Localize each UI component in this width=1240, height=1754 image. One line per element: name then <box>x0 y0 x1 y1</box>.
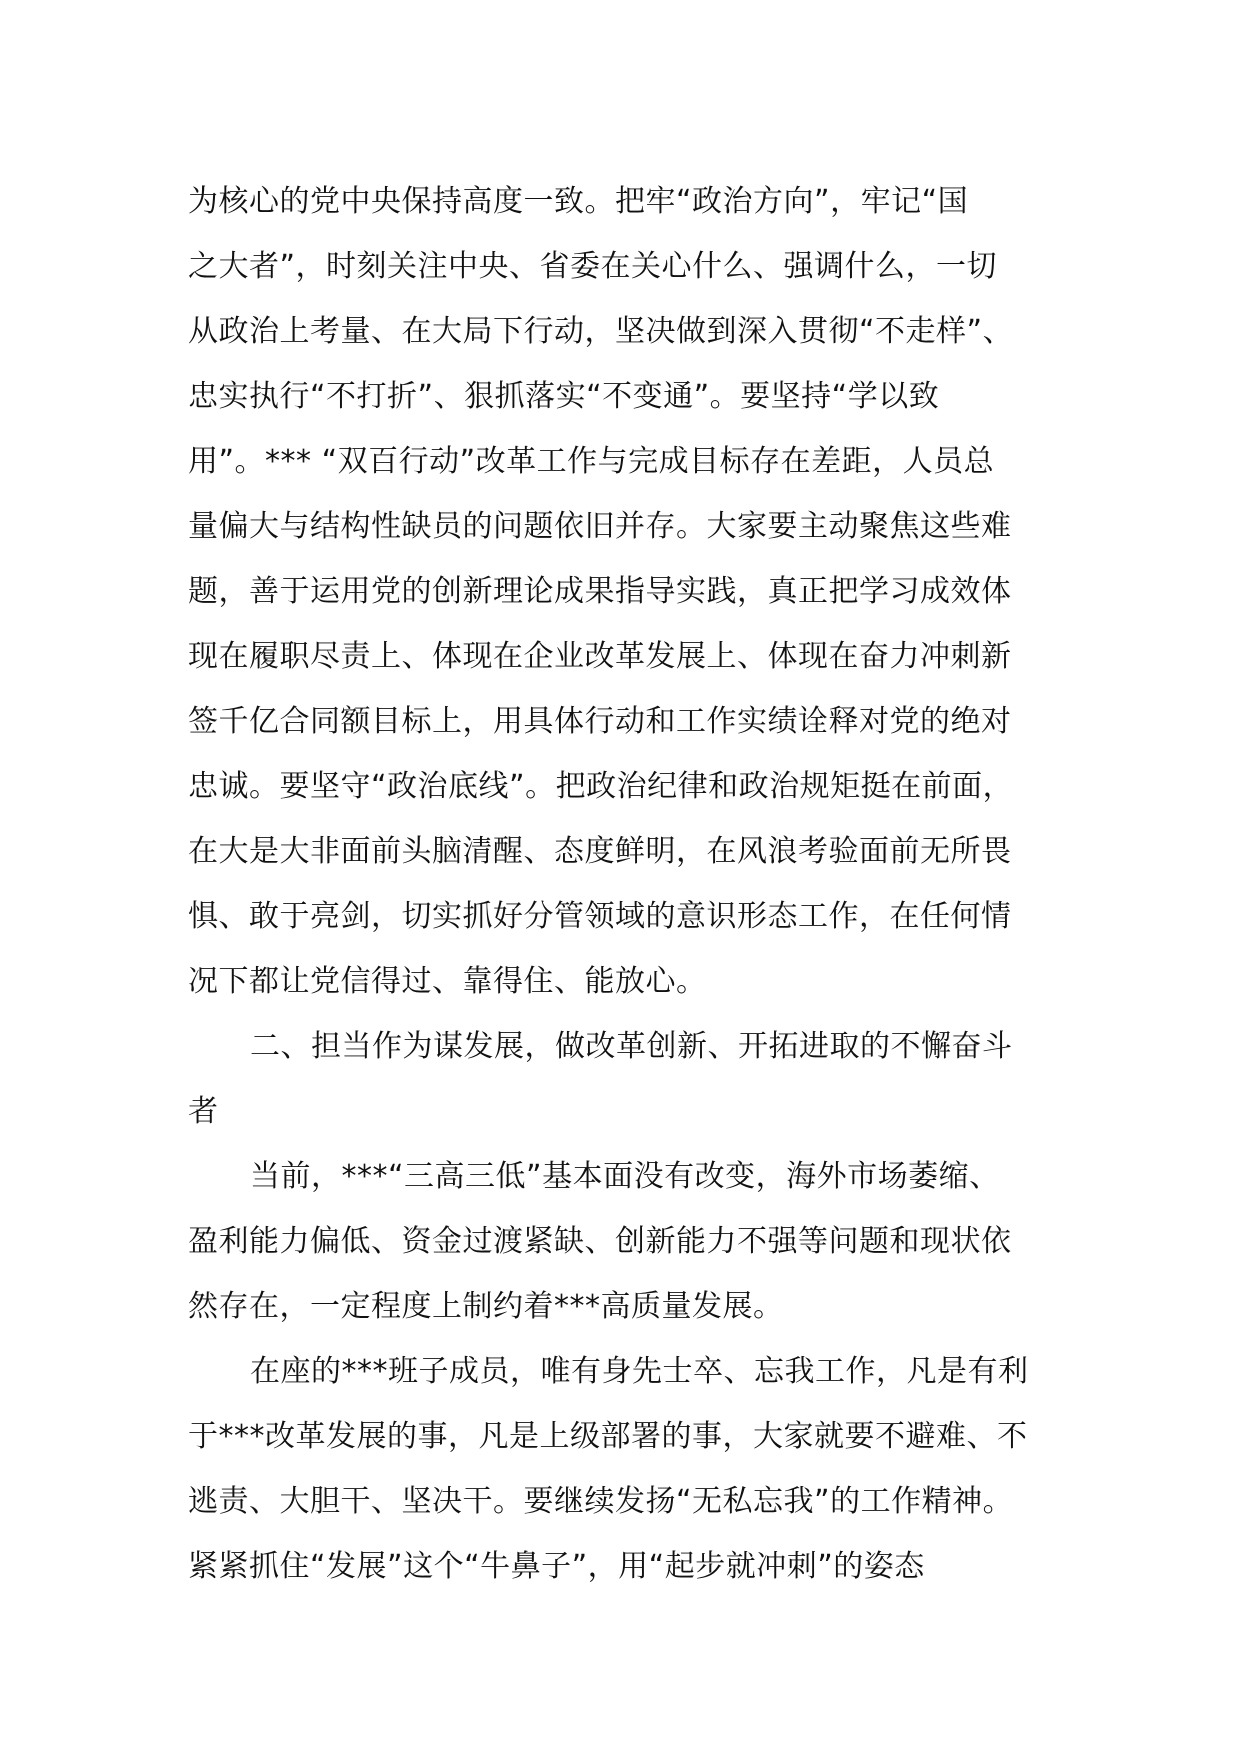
text-line: 之大者”，时刻关注中央、省委在关心什么、强调什么，一切 <box>188 249 998 284</box>
text-line: 现在履职尽责上、体现在企业改革发展上、体现在奋力冲刺新 <box>188 639 1012 674</box>
text-line: 忠诚。要坚守“政治底线”。把政治纪律和政治规矩挺在前面， <box>188 769 1014 804</box>
text-line: 为核心的党中央保持高度一致。把牢“政治方向”，牢记“国 <box>188 184 969 219</box>
text-line: 惧、敢于亮剑，切实抓好分管领域的意识形态工作，在任何情 <box>188 899 1012 934</box>
text-line: 用”。*** “双百行动”改革工作与完成目标存在差距，人员总 <box>188 444 995 479</box>
text-line: 逃责、大胆干、坚决干。要继续发扬“无私忘我”的工作精神。 <box>188 1484 1014 1519</box>
text-line: 从政治上考量、在大局下行动，坚决做到深入贯彻“不走样”、 <box>188 314 1014 349</box>
text-line: 然存在，一定程度上制约着***高质量发展。 <box>188 1289 784 1324</box>
text-line: 签千亿合同额目标上，用具体行动和工作实绩诠释对党的绝对 <box>188 704 1012 739</box>
text-line: 于***改革发展的事，凡是上级部署的事，大家就要不避难、不 <box>188 1419 1028 1454</box>
text-line: 在大是大非面前头脑清醒、态度鲜明，在风浪考验面前无所畏 <box>188 834 1012 869</box>
section-heading-continuation: 者 <box>188 1094 219 1129</box>
text-line: 紧紧抓住“发展”这个“牛鼻子”，用“起步就冲刺”的姿态 <box>188 1549 925 1584</box>
paragraph-start-line: 当前，***“三高三低”基本面没有改变，海外市场萎缩、 <box>250 1159 1000 1194</box>
paragraph-start-line: 在座的***班子成员，唯有身先士卒、忘我工作，凡是有利 <box>250 1354 1029 1389</box>
body-text <box>188 169 1088 1599</box>
text-line: 量偏大与结构性缺员的问题依旧并存。大家要主动聚焦这些难 <box>188 509 1012 544</box>
text-line: 题，善于运用党的创新理论成果指导实践，真正把学习成效体 <box>188 574 1012 609</box>
text-line: 忠实执行“不打折”、狠抓落实“不变通”。要坚持“学以致 <box>188 379 940 414</box>
section-heading: 二、担当作为谋发展，做改革创新、开拓进取的不懈奋斗 <box>250 1029 1013 1064</box>
text-line: 况下都让党信得过、靠得住、能放心。 <box>188 964 707 999</box>
text-line: 盈利能力偏低、资金过渡紧缺、创新能力不强等问题和现状依 <box>188 1224 1012 1259</box>
